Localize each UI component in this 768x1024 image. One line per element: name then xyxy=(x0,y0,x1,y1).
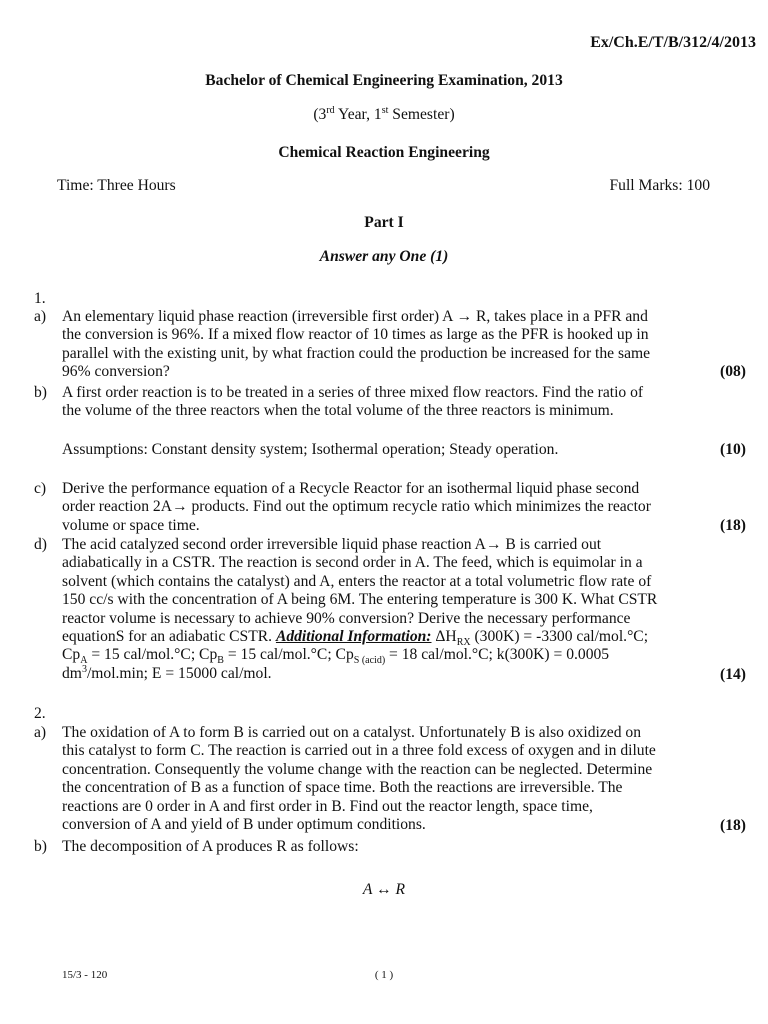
question-1b xyxy=(34,384,746,424)
item-label: a) xyxy=(34,724,47,741)
question-2a xyxy=(34,724,746,838)
time-allowed: Time: Three Hours xyxy=(57,177,176,194)
question-1d xyxy=(34,536,746,686)
reaction-equation: A ↔ R xyxy=(362,881,406,898)
question-number: 2. xyxy=(34,705,46,722)
marks: (14) xyxy=(720,666,746,683)
paper-code: Ex/Ch.E/T/B/312/4/2013 xyxy=(590,34,756,51)
marks: (10) xyxy=(720,441,746,458)
footer-code: 15/3 - 120 xyxy=(62,969,108,981)
question-text: A first order reaction is to be treated in a series of three mixed flow reactors. Find the ratio of the volume of the three reactors when the total volume of the three reactors is minimum. xyxy=(62,384,644,420)
question-text: Derive the performance equation of a Recycle Reactor for an isothermal liquid phase second order reaction 2A→ products. Find out the optimum recycle ratio which minimizes the reactor volume or space time. xyxy=(62,480,651,534)
full-marks: Full Marks: 100 xyxy=(609,177,710,194)
page-number: ( 1 ) xyxy=(374,969,394,981)
question-number: 1. xyxy=(34,290,46,307)
subject-title: Chemical Reaction Engineering xyxy=(278,144,490,161)
additional-info-label: Additional Information: xyxy=(275,628,432,646)
marks: (08) xyxy=(720,363,746,380)
exam-title: Bachelor of Chemical Engineering Examination, 2013 xyxy=(205,72,563,89)
question-text: The decomposition of A produces R as follows: xyxy=(62,838,359,855)
marks: (18) xyxy=(720,517,746,534)
item-label: b) xyxy=(34,384,47,401)
year-semester: (3rd Year, 1st Semester) xyxy=(313,104,455,123)
part-heading: Part I xyxy=(364,214,404,231)
marks: (18) xyxy=(720,817,746,834)
instruction: Answer any One (1) xyxy=(319,248,449,265)
question-1c xyxy=(34,480,746,536)
item-label: b) xyxy=(34,838,47,855)
question-text: The acid catalyzed second order irreversible liquid phase reaction A→ B is carried out adiabatically in a CSTR. The reaction is second order in A. The feed, which is equimolar in a solvent (which contains the catalyst) and A, enters the reactor at a total volumetric flow rate of 150 cc/s with the concentration of A being 6M. The entering temperature is 300 K. What CSTR reactor volume is necessary to achieve 90% conversion? Derive the necessary performance equationS for an adiabatic CSTR. Additional Information: $\Delta H_{RX}$ (300K) = -3300 cal/mol.°C; $Cp_A = 15$ cal/mol.°C; $Cp_B = 15$ cal/mol.°C; $Cp_{S (acid)} = 18$ cal/mol.°C; k(300K) = 0.0005 $dm^3/mol.\min$; E = 15000 cal/mol. xyxy=(62,536,658,682)
item-label: c) xyxy=(34,480,47,497)
assumptions: Assumptions: Constant density system; Isothermal operation; Steady operation. xyxy=(62,441,559,458)
item-label: d) xyxy=(34,536,47,553)
item-label: a) xyxy=(34,308,47,325)
question-1a xyxy=(34,308,746,382)
question-2b xyxy=(34,838,746,858)
question-text: An elementary liquid phase reaction (irreversible first order) A → R, takes place in a PFR and the conversion is 96%. If a mixed flow reactor of 10 times as large as the PFR is hooked up in parallel with the existing unit, by what fraction could the production be increased for the same 96% conversion? xyxy=(62,308,651,381)
question-text: The oxidation of A to form B is carried out on a catalyst. Unfortunately B is also oxidized on this catalyst to form C. The reaction is carried out in a three fold excess of oxygen and in dilute concentration. Consequently the volume change with the reaction can be neglected. Determine the concentration of B as a function of space time. Both the reactions are irreversible. The reactions are 0 order in A and first order in B. Find out the reactor length, space time, conversion of A and yield of B under optimum conditions. xyxy=(62,724,656,834)
